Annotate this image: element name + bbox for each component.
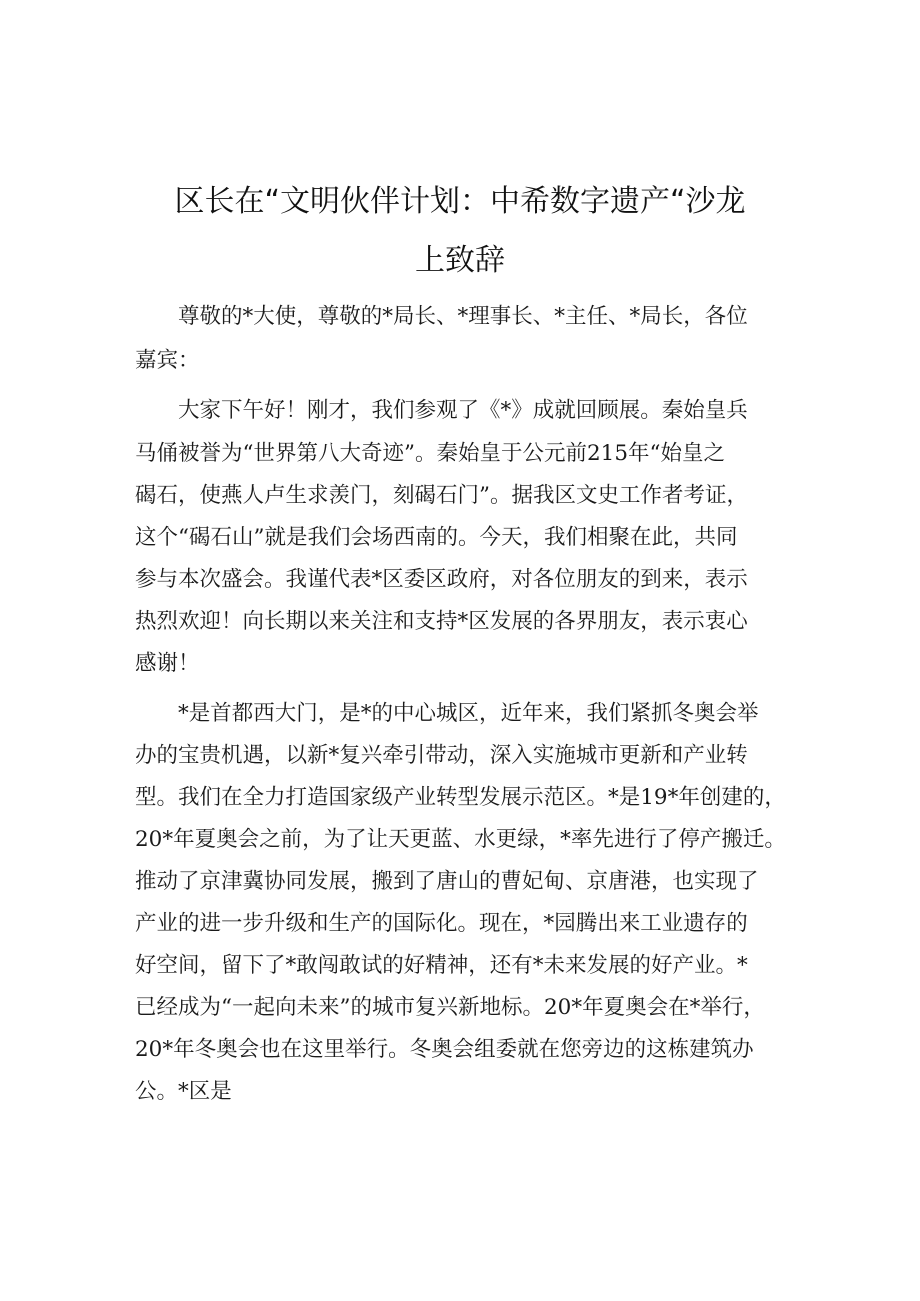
paragraph-line: 大家下午好！刚才，我们参观了《*》成就回顾展。秦始皇兵 — [178, 398, 748, 423]
document-title-line-1: 区长在“文明伙伴计划：中希数字遗产“沙龙 — [174, 184, 746, 219]
document-title-line-2: 上致辞 — [415, 243, 505, 278]
paragraph-line: 产业的进一步升级和生产的国际化。现在，*园腾出来工业遗存的 — [135, 911, 748, 936]
paragraph-line: 这个“碣石山”就是我们会场西南的。今天，我们相聚在此，共同 — [135, 525, 738, 550]
paragraph-line: 马俑被誉为“世界第八大奇迹”。秦始皇于公元前215年“始皇之 — [135, 441, 726, 466]
paragraph-line: 型。我们在全力打造国家级产业转型发展示范区。*是19*年创建的， — [135, 785, 786, 810]
paragraph-line: 嘉宾： — [135, 348, 200, 373]
paragraph-line: 参与本次盛会。我谨代表*区委区政府，对各位朋友的到来，表示 — [135, 567, 748, 592]
paragraph-line: 办的宝贵机遇，以新*复兴牵引带动，深入实施城市更新和产业转 — [135, 743, 748, 768]
paragraph-line: 公。*区是 — [135, 1079, 232, 1104]
paragraph-line: 好空间，留下了*敢闯敢试的好精神，还有*未来发展的好产业。* — [135, 953, 748, 978]
paragraph-line: 碣石，使燕人卢生求羡门，刻碣石门”。据我区文史工作者考证， — [135, 483, 748, 508]
paragraph-line: 感谢！ — [135, 651, 200, 676]
paragraph-line: 尊敬的*大使，尊敬的*局长、*理事长、*主任、*局长，各位 — [178, 304, 748, 329]
paragraph-line: 20*年夏奥会之前，为了让天更蓝、水更绿，*率先进行了停产搬迁。 — [135, 827, 786, 852]
paragraph-line: *是首都西大门，是*的中心城区，近年来，我们紧抓冬奥会举 — [178, 701, 759, 726]
paragraph-line: 20*年冬奥会也在这里举行。冬奥会组委就在您旁边的这栋建筑办 — [135, 1037, 754, 1062]
paragraph-line: 已经成为“一起向未来”的城市复兴新地标。20*年夏奥会在*举行， — [135, 995, 765, 1020]
paragraph-line: 热烈欢迎！向长期以来关注和支持*区发展的各界朋友，表示衷心 — [135, 609, 748, 634]
paragraph-line: 推动了京津冀协同发展，搬到了唐山的曹妃甸、京唐港，也实现了 — [135, 869, 759, 894]
